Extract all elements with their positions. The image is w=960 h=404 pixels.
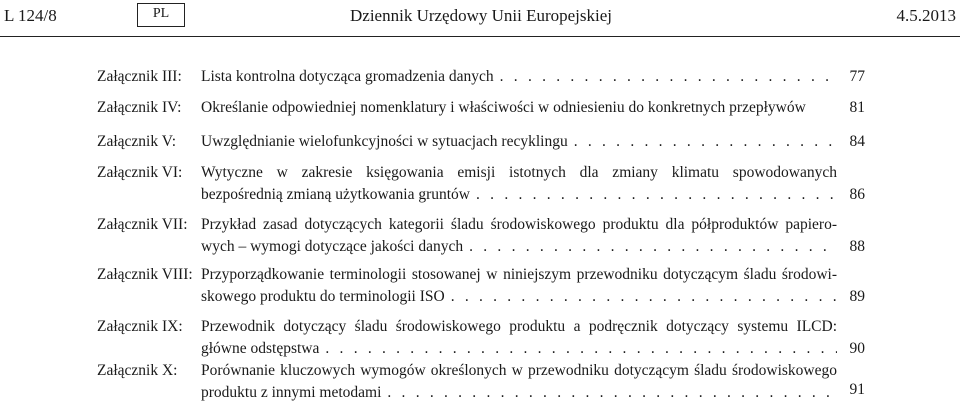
language-code-box: PL: [137, 3, 185, 27]
toc-entry-title-line: Przewodnik dotyczący śladu środowiskowego produktu a podręcznik dotyczący systemu ILCD:: [201, 318, 837, 335]
toc-entry-label: Załącznik VI:: [97, 164, 183, 181]
toc-entry-label: Załącznik IV:: [97, 99, 182, 116]
toc-entry-page-number: 89: [849, 288, 865, 305]
toc-entry-title-line: główne odstępstwa: [201, 340, 320, 357]
toc-entry-title-line: Przykład zasad dotyczących kategorii śladu środowiskowego produktu dla półproduktów papiero-: [201, 216, 837, 233]
toc-entry-title-line: bezpośrednią zmianą użytkowania gruntów: [201, 186, 471, 203]
publication-date: 4.5.2013: [896, 6, 956, 25]
toc-entry-title-line: skowego produktu do terminologii ISO: [201, 288, 445, 305]
toc-entry-label: Załącznik VII:: [97, 216, 188, 233]
toc-entry-page-number: 88: [849, 238, 865, 255]
toc-entry-label: Załącznik VIII:: [97, 266, 193, 283]
toc-entry-title: Określanie odpowiedniej nomenklatury i właściwości w odniesieniu do konkretnych przepływów: [201, 99, 806, 116]
toc-entry-title-line: produktu z innymi metodami: [201, 384, 382, 401]
dot-leader: [476, 184, 837, 206]
toc-entry-page-number: 84: [849, 133, 865, 150]
toc-entry-title-line: Wytyczne w zakresie księgowania emisji istotnych dla zmiany klimatu spowodowanych: [201, 164, 837, 181]
toc-entry-title: Lista kontrolna dotycząca gromadzenia danych: [201, 68, 494, 85]
toc-entry-label: Załącznik X:: [97, 362, 178, 379]
dot-leader: [325, 338, 837, 360]
page-reference: L 124/8: [4, 6, 57, 25]
toc-entry-page-number: 81: [849, 99, 865, 116]
toc-entry-title-line: wych – wymogi dotyczące jakości danych: [201, 238, 464, 255]
toc-entry-title-line: Porównanie kluczowych wymogów określonych w przewodniku dotyczącym śladu środowiskowego: [201, 362, 837, 379]
toc-entry-label: Załącznik III:: [97, 68, 182, 85]
journal-title: Dziennik Urzędowy Unii Europejskiej: [350, 6, 613, 25]
toc-entry-page-number: 77: [849, 68, 865, 85]
toc-entry-title: Uwzględnianie wielofunkcyjności w sytuacjach recyklingu: [201, 133, 568, 150]
toc-entry-page-number: 91: [849, 381, 865, 398]
dot-leader: [451, 286, 837, 308]
page-header: [0, 0, 960, 37]
toc-entry-title-line: Przyporządkowanie terminologii stosowanej w niniejszym przewodniku dotyczącym śladu środowi-: [201, 266, 837, 283]
dot-leader: [500, 66, 837, 88]
toc-entry-page-number: 90: [849, 340, 865, 357]
toc-entry-page-number: 86: [849, 186, 865, 203]
toc-entry-label: Załącznik V:: [97, 133, 177, 150]
dot-leader: [469, 236, 837, 258]
toc-entry-label: Załącznik IX:: [97, 318, 183, 335]
dot-leader: [574, 131, 837, 153]
